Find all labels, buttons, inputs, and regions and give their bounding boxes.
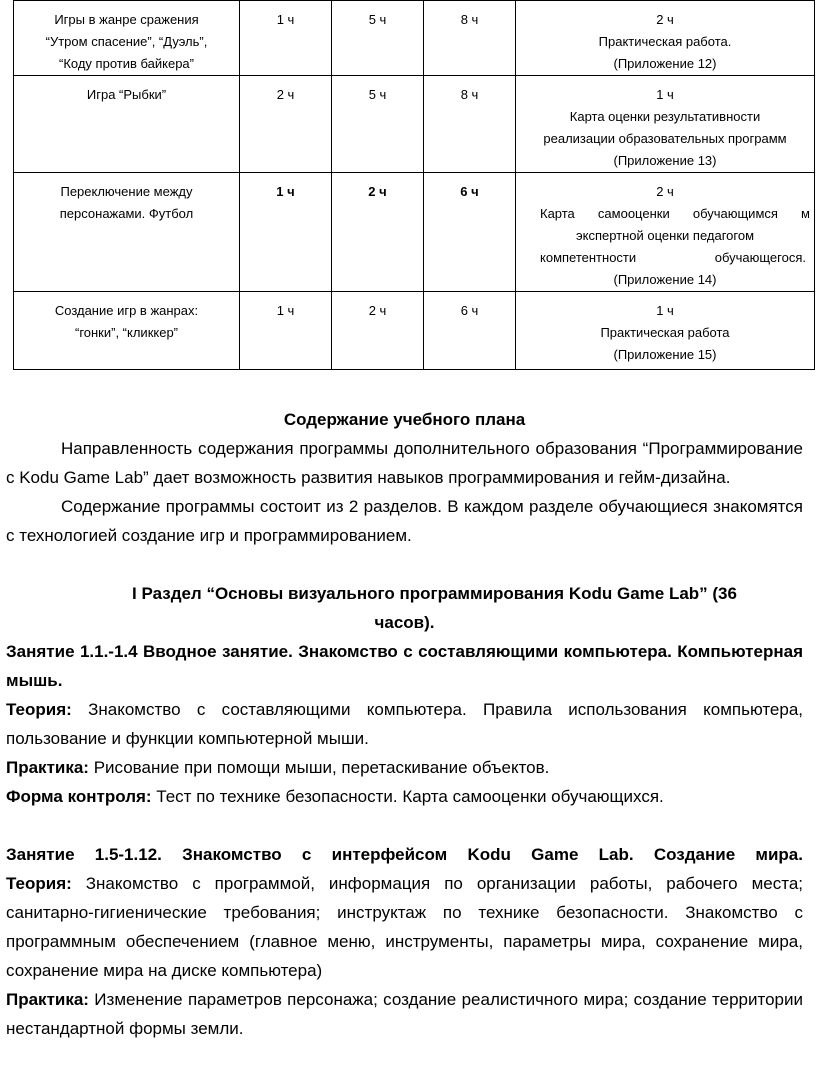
control-line: компетентности обучающегося.	[540, 250, 806, 265]
control-line: реализации образовательных программ	[543, 131, 787, 146]
control-line: (Приложение 13)	[613, 153, 717, 168]
control-cell	[516, 1, 815, 76]
topic-cell	[14, 76, 240, 173]
control-line: экспертной оценки педагогом	[575, 228, 755, 243]
topic-line: “Коду против байкера”	[59, 56, 194, 71]
control-line: 1 ч	[656, 87, 674, 102]
theory-label: Теория:	[6, 874, 72, 893]
table-row	[14, 173, 815, 292]
control-line: 1 ч	[656, 303, 674, 318]
topic-cell	[14, 292, 240, 370]
lesson-theory	[6, 869, 803, 985]
theory-hours-cell: 2 ч	[332, 292, 424, 370]
total-hours-cell: 1 ч	[240, 292, 332, 370]
theory-text: Знакомство с составляющими компьютера. Правила использования компьютера, пользование и функции компьютерной мыши.	[6, 700, 803, 748]
theory-hours-cell: 5 ч	[332, 1, 424, 76]
lesson-theory	[6, 695, 803, 753]
topic-line: Игра “Рыбки”	[86, 87, 167, 102]
total-hours-cell: 1 ч	[240, 173, 332, 292]
table-row	[14, 1, 815, 76]
part-title: I Раздел “Основы визуального программирования Kodu Game Lab” (36	[132, 584, 737, 603]
control-cell	[516, 76, 815, 173]
total-hours-cell: 1 ч	[240, 1, 332, 76]
topic-line: Игры в жанре сражения	[54, 12, 199, 27]
control-line: (Приложение 14)	[613, 272, 717, 287]
theory-hours-cell: 5 ч	[332, 76, 424, 173]
control-cell	[516, 173, 815, 292]
lesson-practice	[6, 753, 803, 782]
practice-hours-cell: 6 ч	[424, 292, 516, 370]
practice-hours-cell: 6 ч	[424, 173, 516, 292]
part-title-continued: часов).	[374, 613, 435, 632]
table-row	[14, 292, 815, 370]
study-plan-table	[13, 0, 815, 370]
control-label: Форма контроля:	[6, 787, 152, 806]
theory-text: Знакомство с программой, информация по организации работы, рабочего места; санитарно-гигиенические требования; инструктаж по технике безопасности. Знакомство с программным обеспечением (главное меню, инструменты, параметры мира, сохранение мира, сохранение мира на диске компьютера)	[6, 874, 803, 980]
control-line: Практическая работа.	[598, 34, 732, 49]
table-row	[14, 76, 815, 173]
practice-hours-cell: 8 ч	[424, 1, 516, 76]
topic-cell	[14, 173, 240, 292]
document-body	[6, 405, 803, 1043]
control-line: 2 ч	[656, 12, 674, 27]
topic-line: “гонки”, “кликкер”	[74, 325, 179, 340]
control-line: Карта оценки результативности	[569, 109, 761, 124]
lesson-title: Занятие 1.5-1.12. Знакомство с интерфейсом Kodu Game Lab. Создание мира.	[6, 845, 803, 864]
control-line: Карта самооценки обучающимся м	[540, 206, 810, 221]
control-line: Практическая работа	[600, 325, 730, 340]
practice-label: Практика:	[6, 758, 89, 777]
topic-line: персонажами. Футбол	[59, 206, 194, 221]
theory-label: Теория:	[6, 700, 72, 719]
paragraph-direction: Направленность содержания программы дополнительного образования “Программирование с Kodu Game Lab” дает возможность развития навыков программирования и гейм-дизайна.	[6, 439, 803, 487]
section-heading: Содержание учебного плана	[283, 410, 526, 429]
lesson-control	[6, 782, 803, 811]
control-line: 2 ч	[656, 184, 674, 199]
practice-hours-cell: 8 ч	[424, 76, 516, 173]
control-cell	[516, 292, 815, 370]
theory-hours-cell: 2 ч	[332, 173, 424, 292]
control-text: Тест по технике безопасности. Карта самооценки обучающихся.	[151, 787, 664, 806]
lesson-practice	[6, 985, 803, 1043]
topic-cell	[14, 1, 240, 76]
topic-line: Переключение между	[60, 184, 193, 199]
practice-text: Рисование при помощи мыши, перетаскивание объектов.	[88, 758, 550, 777]
lesson-title: Занятие 1.1.-1.4 Вводное занятие. Знакомство с составляющими компьютера. Компьютерная мышь.	[6, 642, 803, 690]
paragraph-content: Содержание программы состоит из 2 разделов. В каждом разделе обучающиеся знакомятся с технологией создание игр и программированием.	[6, 497, 803, 545]
total-hours-cell: 2 ч	[240, 76, 332, 173]
control-line: (Приложение 12)	[613, 56, 717, 71]
control-line: (Приложение 15)	[613, 347, 717, 362]
topic-line: “Утром спасение”, “Дуэль”,	[45, 34, 208, 49]
practice-text: Изменение параметров персонажа; создание реалистичного мира; создание территории нестандартной формы земли.	[6, 990, 803, 1038]
topic-line: Создание игр в жанрах:	[54, 303, 199, 318]
practice-label: Практика:	[6, 990, 89, 1009]
